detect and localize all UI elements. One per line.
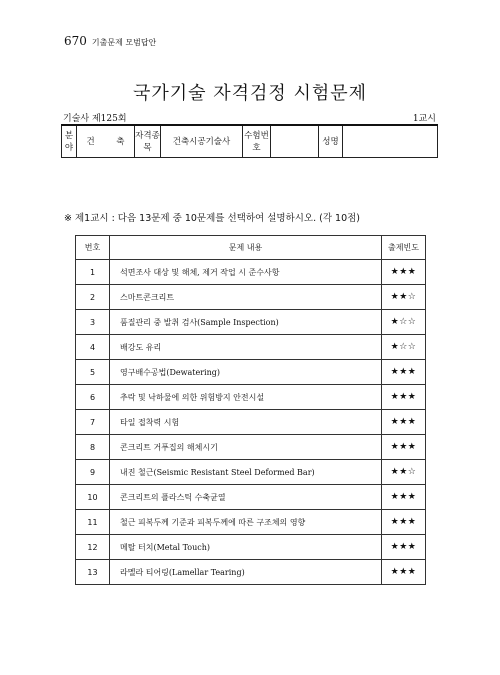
- question-number: 9: [76, 460, 110, 485]
- question-number: 5: [76, 360, 110, 385]
- frequency-stars: ★★☆: [382, 285, 426, 310]
- question-number: 10: [76, 485, 110, 510]
- table-row: [76, 485, 426, 510]
- table-row: [76, 260, 426, 285]
- frequency-stars: ★★★: [382, 260, 426, 285]
- header-number: 번호: [76, 236, 110, 260]
- frequency-stars: ★★★: [382, 435, 426, 460]
- frequency-stars: ★☆☆: [382, 310, 426, 335]
- question-number: 6: [76, 385, 110, 410]
- question-number: 8: [76, 435, 110, 460]
- question-title: 콘크리트의 플라스틱 수축균열: [110, 485, 382, 510]
- question-title: 내진 철근(Seismic Resistant Steel Deformed Bar): [110, 460, 382, 485]
- name-label: 성명: [319, 125, 343, 158]
- table-row: [76, 310, 426, 335]
- frequency-stars: ★★☆: [382, 460, 426, 485]
- question-title: 석면조사 대상 및 해체, 제거 작업 시 준수사항: [110, 260, 382, 285]
- question-number: 12: [76, 535, 110, 560]
- exam-info-table: [61, 124, 438, 158]
- question-number: 3: [76, 310, 110, 335]
- question-number: 4: [76, 335, 110, 360]
- table-row: [76, 535, 426, 560]
- exam-category: 기술사 제125회: [63, 114, 127, 124]
- question-title: 콘크리트 거푸집의 해체시기: [110, 435, 382, 460]
- instruction-text: ※ 제1교시 : 다음 13문제 중 10문제를 선택하여 설명하시오. (각 10점): [64, 213, 360, 224]
- frequency-stars: ★★★: [382, 485, 426, 510]
- table-row: [76, 385, 426, 410]
- question-title: 영구배수공법(Dewatering): [110, 360, 382, 385]
- exam-number-label: 수험번호: [243, 125, 271, 158]
- page-header: [64, 34, 156, 48]
- exam-title: 국가기술 자격검정 시험문제: [132, 83, 368, 104]
- header-frequency: 출제빈도: [382, 236, 426, 260]
- question-table-header: [76, 236, 426, 260]
- question-table: [75, 235, 426, 585]
- question-title: 메탈 터치(Metal Touch): [110, 535, 382, 560]
- question-number: 1: [76, 260, 110, 285]
- question-title: 배강도 유리: [110, 335, 382, 360]
- question-number: 11: [76, 510, 110, 535]
- exam-meta: [63, 111, 436, 123]
- field-label: 분야: [62, 125, 77, 158]
- header-title: 문제 내용: [110, 236, 382, 260]
- exam-session: 1교시: [412, 114, 436, 124]
- question-title: 추락 및 낙하물에 의한 위험방지 안전시설: [110, 385, 382, 410]
- table-row: [76, 335, 426, 360]
- table-row: [76, 560, 426, 585]
- frequency-stars: ★★★: [382, 560, 426, 585]
- question-title: 철근 피복두께 기준과 피복두께에 따른 구조체의 영향: [110, 510, 382, 535]
- table-row: [76, 410, 426, 435]
- table-row: [76, 285, 426, 310]
- qualification-value: 건축시공기술사: [161, 125, 243, 158]
- table-row: [76, 460, 426, 485]
- frequency-stars: ★☆☆: [382, 335, 426, 360]
- exam-number-field[interactable]: [271, 125, 319, 158]
- table-row: [76, 510, 426, 535]
- frequency-stars: ★★★: [382, 510, 426, 535]
- frequency-stars: ★★★: [382, 410, 426, 435]
- question-title: 라멜라 티어링(Lamellar Tearing): [110, 560, 382, 585]
- question-number: 13: [76, 560, 110, 585]
- field-value: 건 축: [77, 125, 135, 158]
- table-row: [76, 435, 426, 460]
- question-title: 타일 접착력 시험: [110, 410, 382, 435]
- question-number: 2: [76, 285, 110, 310]
- page-subtitle: 기출문제 모범답안: [91, 38, 157, 47]
- question-title: 품질관리 중 발취 검사(Sample Inspection): [110, 310, 382, 335]
- table-row: [76, 360, 426, 385]
- frequency-stars: ★★★: [382, 360, 426, 385]
- question-number: 7: [76, 410, 110, 435]
- qualification-label: 자격종목: [135, 125, 161, 158]
- frequency-stars: ★★★: [382, 385, 426, 410]
- name-field[interactable]: [343, 125, 438, 158]
- frequency-stars: ★★★: [382, 535, 426, 560]
- question-title: 스마트콘크리트: [110, 285, 382, 310]
- page-number: 670: [64, 34, 87, 48]
